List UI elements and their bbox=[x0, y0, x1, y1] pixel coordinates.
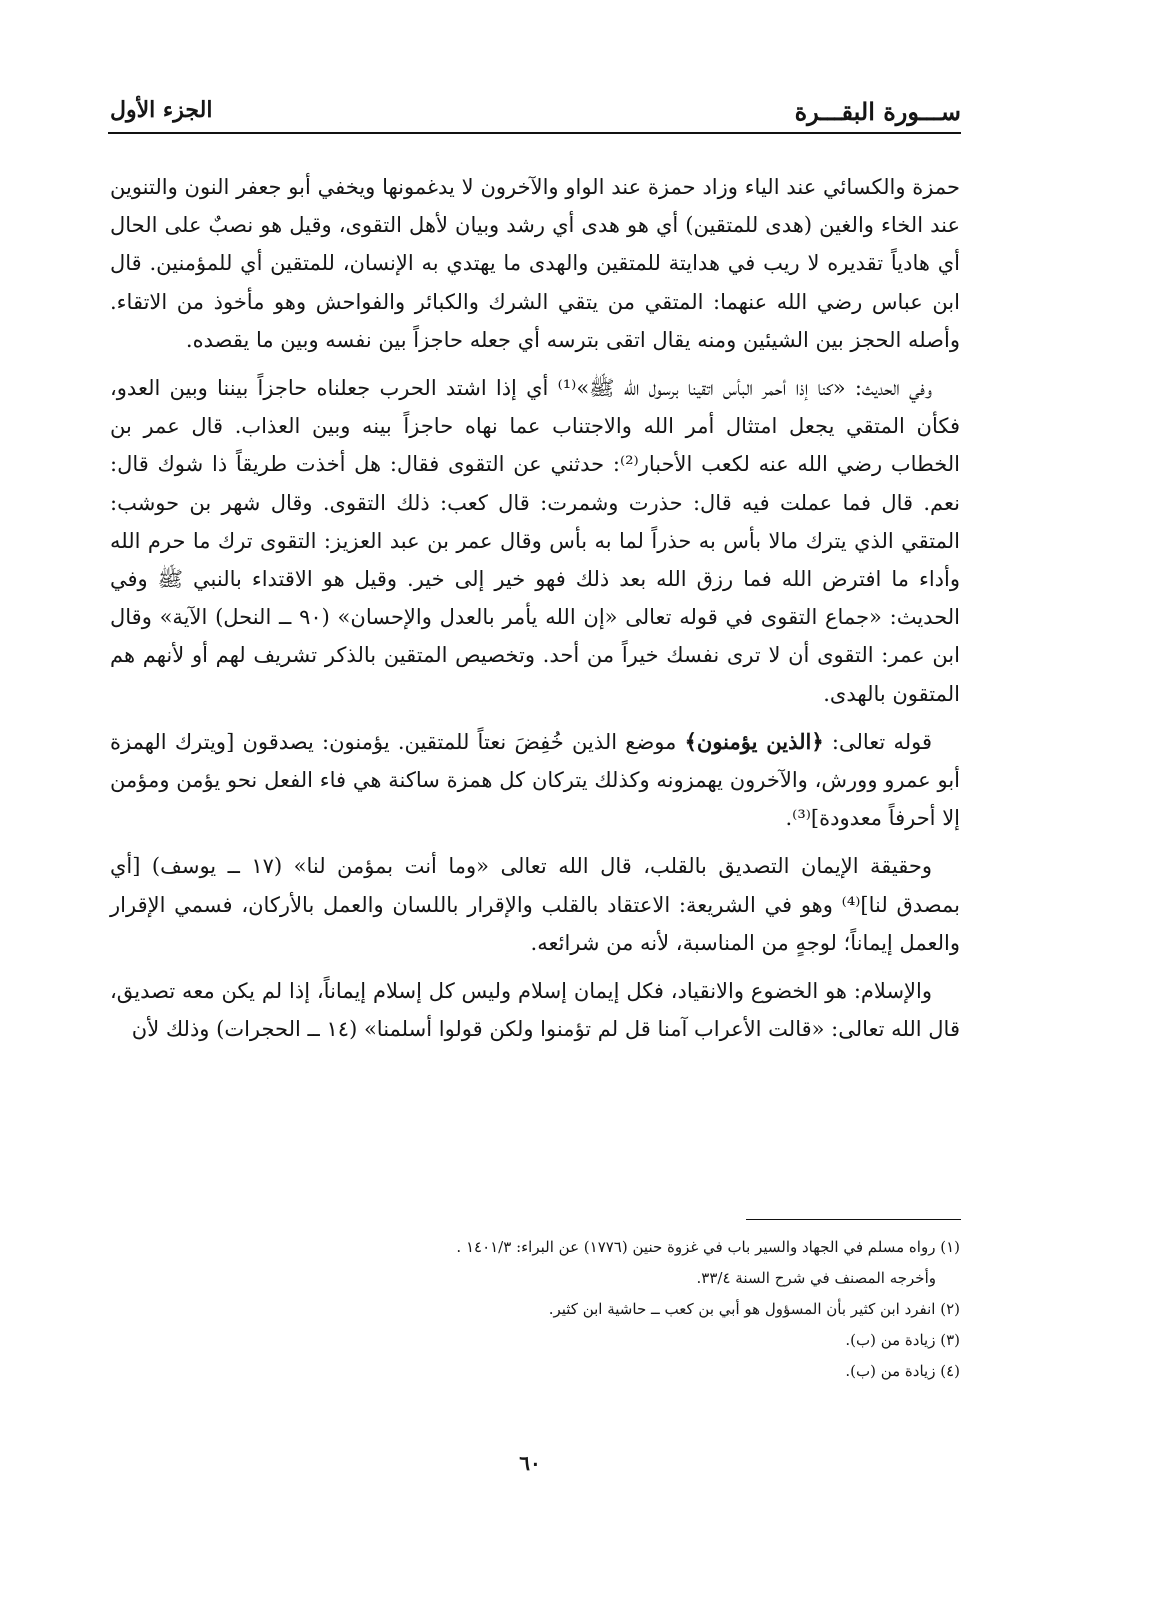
quran-verse: ﴿الذين يؤمنون﴾ bbox=[684, 728, 824, 754]
paragraph-4: وحقيقة الإيمان التصديق بالقلب، قال الله تعالى «وما أنت بمؤمن لنا» (١٧ ــ يوسف) [أي بمصدق لنا]⁽⁴⁾ وهو في الشريعة: الاعتقاد بالقلب والإقرار باللسان والعمل بالأركان، فسمي الإقرار والعمل إيماناً؛ لوجهٍ من المناسبة، لأنه من شرائعه. bbox=[110, 854, 960, 955]
footnotes bbox=[110, 1232, 960, 1387]
footnote-4: (٤) زيادة من (ب). bbox=[845, 1362, 960, 1380]
verse-commentary: موضع الذين خُفِضَ نعتاً للمتقين. يؤمنون: يصدقون [ويترك الهمزة bbox=[110, 729, 685, 754]
footnote-2: (٢) انفرد ابن كثير بأن المسؤول هو أبي بن كعب ــ حاشية ابن كثير. bbox=[548, 1300, 960, 1318]
footnote-1: (١) رواه مسلم في الجهاد والسير باب في غزوة حنين (١٧٧٦) عن البراء: ١٤٠١/٣ . bbox=[456, 1238, 960, 1256]
running-header bbox=[110, 95, 961, 135]
footnote-3: (٣) زيادة من (ب). bbox=[845, 1331, 960, 1349]
paragraph-1: حمزة والكسائي عند الياء وزاد حمزة عند الواو والآخرون لا يدغمونها ويخفي أبو جعفر النون والتنوين عند الخاء والغين (هدى للمتقين) أي هو هدى أي رشد وبيان لأهل التقوى، وقيل هو نصبٌ على الحال أي هادياً تقديره لا ريب في هدايتة للمتقين والهدى ما يهتدي به الإنسان، للمتقين أي للمؤمنين. قال ابن عباس رضي الله عنهما: المتقي من يتقي الشرك والكبائر والفواحش وهو مأخوذ من الاتقاء. وأصله الحجز بين الشيئين ومنه يقال اتقى بترسه أي جعله حاجزاً بين نفسه وبين ما يقصده. bbox=[110, 175, 960, 352]
part-label: الجزء الأول bbox=[110, 97, 213, 123]
paragraph-2: وفي الحديث: «كنا إذا أحمر البأس اتقينا برسول الله ﷺ»⁽¹⁾ أي إذا اشتد الحرب جعلناه حاجزاً بيننا وبين العدو، فكأن المتقي يجعل امتثال أمر الله والاجتناب عما نهاه حاجزاً بينه وبين العذاب. قال عمر بن الخطاب رضي الله عنه لكعب الأحبار⁽²⁾: حدثني عن التقوى فقال: هل أخذت طريقاً ذا شوك قال: نعم. قال فما عملت فيه قال: حذرت وشمرت: قال كعب: ذلك التقوى. وقال شهر بن حوشب: المتقي الذي يترك مالا بأس به حذراً لما به بأس وقال عمر بن عبد العزيز: التقوى ترك ما حرم الله وأداء ما افترض الله فما رزق الله بعد ذلك فهو خير إلى خير. وقيل هو الاقتداء بالنبي ﷺ وفي الحديث: «جماع التقوى في قوله تعالى «إن الله يأمر بالعدل والإحسان» (٩٠ ــ النحل) الآية» وقال ابن عمر: التقوى أن لا ترى نفسك خيراً من أحد. وتخصيص المتقين بالذكر تشريف لهم أو لأنهم هم المتقون بالهدى. bbox=[110, 376, 960, 706]
paragraph-5: والإسلام: هو الخضوع والانقياد، فكل إيمان إسلام وليس كل إسلام إيماناً، إذا لم يكن معه تصديق، قال الله تعالى: «قالت الأعراب آمنا قل لم تؤمنوا ولكن قولوا أسلمنا» (١٤ ــ الحجرات) وذلك لأن bbox=[110, 979, 960, 1042]
page-number: ٦٠ bbox=[519, 1451, 541, 1475]
surah-title: ســـورة البقـــرة bbox=[794, 97, 961, 126]
paragraph-3 bbox=[110, 723, 960, 838]
header-rule bbox=[108, 132, 961, 134]
verse-intro: قوله تعالى: bbox=[823, 729, 933, 754]
footnote-rule bbox=[746, 1219, 961, 1220]
main-text bbox=[110, 168, 960, 1058]
footnote-1-continuation: وأخرجه المصنف في شرح السنة ٣٣/٤. bbox=[696, 1269, 936, 1287]
verse-commentary-continued: أبو عمرو وورش، والآخرون يهمزونه وكذلك يتركان كل همزة ساكنة هي فاء الفعل نحو يؤمن ومؤمن إلا أحرفاً معدودة]⁽³⁾. bbox=[110, 768, 960, 831]
